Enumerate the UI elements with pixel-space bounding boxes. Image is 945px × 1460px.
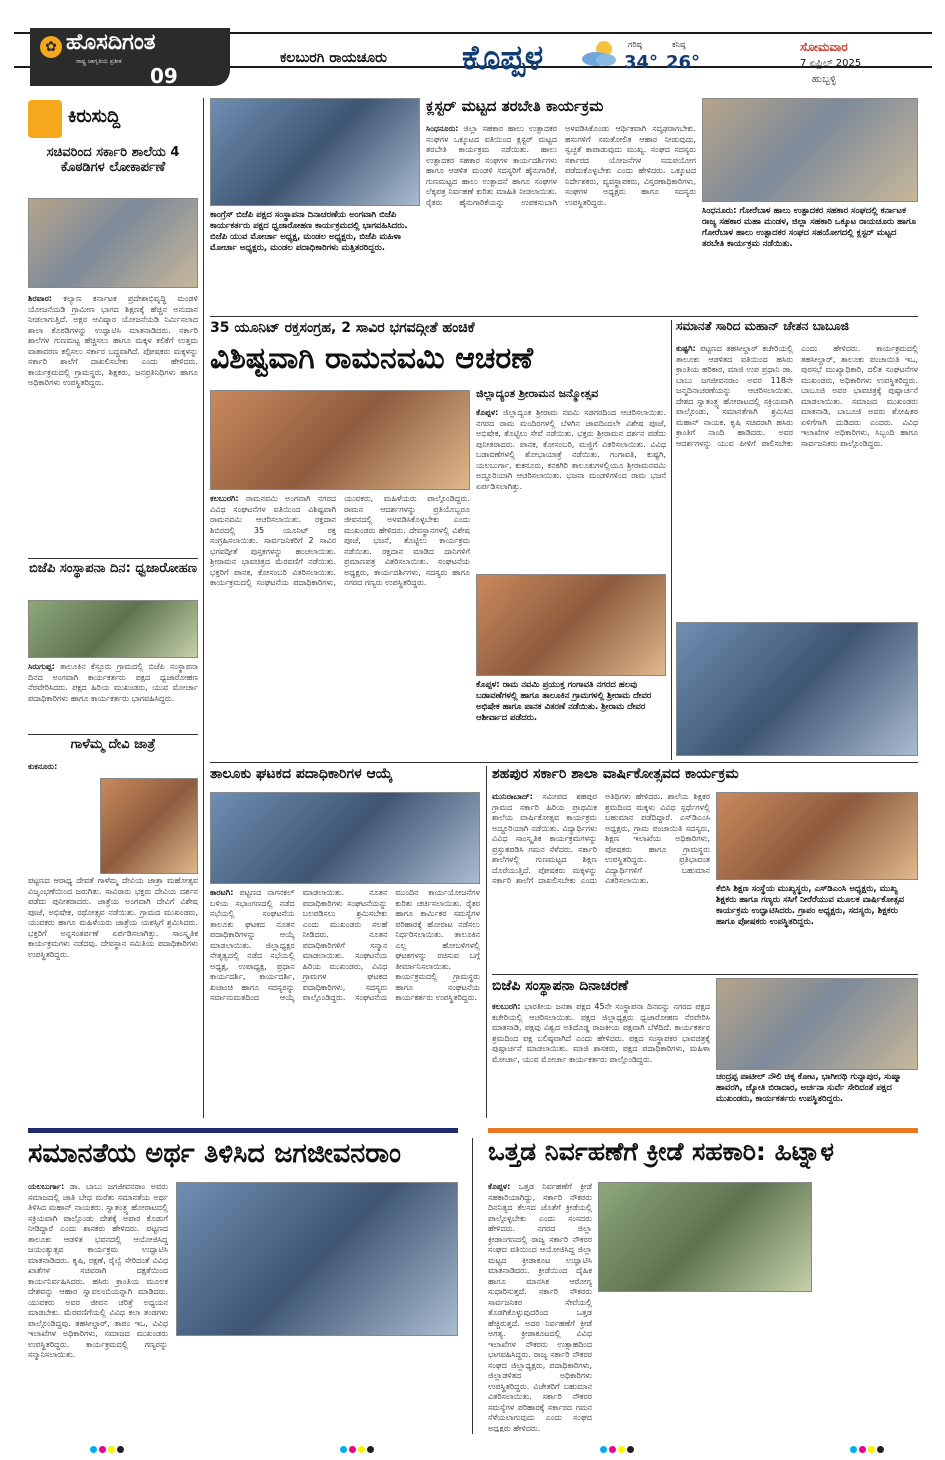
top-photo-1-caption: ಕಾಂಗ್ರೆಸ್ ಬಿಜೆಪಿ ಪಕ್ಷದ ಸಂಸ್ಥಾಪನಾ ದಿನಾಚರಣೆಯ ಅಂಗವಾಗಿ ಬಿಜೆಪಿ ಕಾರ್ಯಕರ್ತರು ಪಕ್ಷದ ಧ್ವಜಾರೋಹಣ ಕಾರ್ಯಕ್ರಮದಲ್ಲಿ ಭಾಗವಹಿಸಿದರು. ಬಿಜೆಪಿ ಯುವ ಮೋರ್ಚಾ ಅಧ್ಯಕ್ಷ, ಮಂಡಲ ಅಧ್ಯಕ್ಷರು, ಬಿಜೆಪಿ ಮಹಿಳಾ ಮೋರ್ಚಾ ಅಧ್ಯಕ್ಷರು, ಮಂಡಲ ಪದಾಧಿಕಾರಿಗಳು ಮತ್ತಿತರರಿದ್ದರು. <box>210 210 408 253</box>
bottom-right-headline: ಒತ್ತಡ ನಿರ್ವಹಣೆಗೆ ಕ್ರೀಡೆ ಸಹಕಾರಿ: ಹಿಟ್ನಾಳ <box>488 1138 834 1166</box>
taluk-body: ಪಟ್ಟಣದ ನಾಗನಕಲ್ ಬಳಿಯ ಸಭಾಂಗಣದಲ್ಲಿ ನಡೆದ ಸಭೆಯಲ್ಲಿ ಸಂಘಟನೆಯ ತಾಲೂಕು ಘಟಕದ ನೂತನ ಪದಾಧಿಕಾರಿಗಳನ್ನು ಆಯ್ಕೆ ಮಾಡಲಾಯಿತು. ಜಿಲ್ಲಾಧ್ಯಕ್ಷರ ನೇತೃತ್ವದಲ್ಲಿ ನಡೆದ ಸಭೆಯಲ್ಲಿ ಅಧ್ಯಕ್ಷ, ಉಪಾಧ್ಯಕ್ಷ, ಪ್ರಧಾನ ಕಾರ್ಯದರ್ಶಿ, ಕಾರ್ಯದರ್ಶಿ, ಖಜಾಂಚಿ ಹಾಗೂ ಸದಸ್ಯರನ್ನು ಸರ್ವಾನುಮತದಿಂದ ಆಯ್ಕೆ ಮಾಡಲಾಯಿತು. ನೂತನ ಪದಾಧಿಕಾರಿಗಳು ಸಂಘಟನೆಯನ್ನು ಬಲಪಡಿಸಲು ಶ್ರಮಿಸಬೇಕು ಎಂದು ಮುಖಂಡರು ಸಲಹೆ ನೀಡಿದರು. ನೂತನ ಪದಾಧಿಕಾರಿಗಳಿಗೆ ಸನ್ಮಾನ ಮಾಡಲಾಯಿತು. ಸಂಘಟನೆಯ ಹಿರಿಯ ಮುಖಂಡರು, ವಿವಿಧ ಗ್ರಾಮಗಳ ಘಟಕದ ಪದಾಧಿಕಾರಿಗಳು, ಸದಸ್ಯರು ಪಾಲ್ಗೊಂಡಿದ್ದರು. ಸಂಘಟನೆಯ ಮುಂದಿನ ಕಾರ್ಯಯೋಜನೆಗಳ ಕುರಿತು ಚರ್ಚಿಸಲಾಯಿತು. ರೈತರ ಹಾಗೂ ಕಾರ್ಮಿಕರ ಸಮಸ್ಯೆಗಳ ಪರಿಹಾರಕ್ಕೆ ಹೋರಾಟ ನಡೆಸಲು ನಿರ್ಧರಿಸಲಾಯಿತು. ತಾಲೂಕಿನ ಎಲ್ಲ ಹೋಬಳಿಗಳಲ್ಲಿ ಘಟಕಗಳನ್ನು ರಚಿಸುವ ಬಗ್ಗೆ ತೀರ್ಮಾನಿಸಲಾಯಿತು. ಕಾರ್ಯಕ್ರಮದಲ್ಲಿ ಗ್ರಾಮಸ್ಥರು ಹಾಗೂ ಸಂಘಟನೆಯ ಕಾರ್ಯಕರ್ತರು ಉಪಸ್ಥಿತರಿದ್ದರು. <box>210 888 480 1002</box>
bjp-photo <box>716 978 918 1070</box>
section-bar <box>28 1128 458 1133</box>
rama-sub-headline: ಜಿಲ್ಲಾದ್ಯಂತ ಶ್ರೀರಾಮನ ಜನ್ಮೋತ್ಸವ <box>476 388 599 400</box>
bottom-left-photo <box>176 1182 458 1336</box>
babuji-dateline: ಕುಷ್ಟಗಿ: <box>676 344 696 353</box>
left-story-2-photo <box>28 600 198 658</box>
partly-cloudy-icon <box>580 38 620 68</box>
cyan-dot <box>850 1446 857 1453</box>
temp-min: 26° <box>666 52 701 73</box>
top-photo-1 <box>210 98 420 206</box>
brand-name: ಹೊಸದಿಗಂತ <box>66 30 156 55</box>
yellow-dot <box>618 1446 625 1453</box>
rama-headline: ವಿಶಿಷ್ಟವಾಗಿ ರಾಮನವಮಿ ಆಚರಣೆ <box>210 342 534 376</box>
magenta-dot <box>349 1446 356 1453</box>
edition-regions: ಕಲಬುರಗಿ ರಾಯಚೂರು <box>280 50 387 66</box>
top-story-body: ಜಿಲ್ಲಾ ಸಹಕಾರ ಹಾಲು ಉತ್ಪಾದಕರ ಸಂಘಗಳ ಒಕ್ಕೂಟದ ವತಿಯಿಂದ ಕ್ಲಸ್ಟರ್ ಮಟ್ಟದ ತರಬೇತಿ ಕಾರ್ಯಕ್ರಮ ನಡೆಯಿತು. ಹಾಲು ಉತ್ಪಾದಕರ ಸಹಕಾರ ಸಂಘಗಳ ಕಾರ್ಯದರ್ಶಿಗಳು ಹಾಗೂ ಆಡಳಿತ ಮಂಡಳಿ ಸದಸ್ಯರಿಗೆ ಹೈನುಗಾರಿಕೆ, ಗುಣಮಟ್ಟದ ಹಾಲು ಉತ್ಪಾದನೆ ಹಾಗೂ ಸಂಘಗಳ ಲೆಕ್ಕಪತ್ರ ನಿರ್ವಹಣೆ ಕುರಿತು ಮಾಹಿತಿ ನೀಡಲಾಯಿತು. ರೈತರು ಹೈನುಗಾರಿಕೆಯನ್ನು ಉಪಕಸುಬಾಗಿ ಅಳವಡಿಸಿಕೊಂಡು ಆರ್ಥಿಕವಾಗಿ ಸದೃಢರಾಗಬೇಕು. ಹಸುಗಳಿಗೆ ಸಮತೋಲಿತ ಆಹಾರ ನೀಡುವುದು, ಸ್ವಚ್ಛತೆ ಕಾಪಾಡುವುದು ಮುಖ್ಯ. ಸಂಘದ ಸದಸ್ಯರು ಸರ್ಕಾರದ ಯೋಜನೆಗಳ ಸದುಪಯೋಗ ಪಡೆದುಕೊಳ್ಳಬೇಕು ಎಂದು ಹೇಳಿದರು. ಒಕ್ಕೂಟದ ನಿರ್ದೇಶಕರು, ವ್ಯವಸ್ಥಾಪಕರು, ವಿಸ್ತರಣಾಧಿಕಾರಿಗಳು, ಸಂಘಗಳ ಅಧ್ಯಕ್ಷರು ಹಾಗೂ ಸದಸ್ಯರು ಉಪಸ್ಥಿತರಿದ್ದರು. <box>426 124 696 207</box>
column-rule <box>472 1138 473 1434</box>
shahapur-body-block <box>492 792 710 970</box>
left-story-3-body-a <box>28 762 96 880</box>
rama-dateline: ಕಲಬುರಗಿ: <box>210 494 239 503</box>
bottom-left-body-cont <box>176 1342 458 1432</box>
rama-headline-block <box>210 342 665 384</box>
registration-dots <box>600 1438 636 1446</box>
bottom-left-body: ಡಾ. ಬಾಬು ಜಗಜೀವನರಾಂ ಅವರು ಸಮಾಜದಲ್ಲಿ ಜಾತಿ ಬೇಧ ಮರೆತು ಸಮಾನತೆಯ ಅರ್ಥ ತಿಳಿಸಿದ ಮಹಾನ್ ನಾಯಕರು. ಸ್ವಾತಂತ್ರ್ಯ ಹೋರಾಟದಲ್ಲಿ ಸಕ್ರಿಯವಾಗಿ ಪಾಲ್ಗೊಂಡು ದೇಶಕ್ಕೆ ಅಪಾರ ಕೊಡುಗೆ ನೀಡಿದ್ದಾರೆ ಎಂದು ಶಾಸಕರು ಹೇಳಿದರು. ಪಟ್ಟಣದ ತಾಲೂಕು ಆಡಳಿತ ಭವನದಲ್ಲಿ ಆಯೋಜಿಸಿದ್ದ ಜಯಂತ್ಯುತ್ಸವ ಕಾರ್ಯಕ್ರಮ ಉದ್ಘಾಟಿಸಿ ಮಾತನಾಡಿದರು. ಕೃಷಿ, ರಕ್ಷಣೆ, ರೈಲ್ವೆ ಸೇರಿದಂತೆ ವಿವಿಧ ಖಾತೆಗಳ ಸಚಿವರಾಗಿ ದಕ್ಷತೆಯಿಂದ ಕಾರ್ಯನಿರ್ವಹಿಸಿದರು. ಹಸಿರು ಕ್ರಾಂತಿಯ ಮೂಲಕ ದೇಶವನ್ನು ಆಹಾರ ಸ್ವಾವಲಂಬಿಯನ್ನಾಗಿ ಮಾಡಿದರು. ಯುವಕರು ಅವರ ಜೀವನ ಚರಿತ್ರೆ ಅಧ್ಯಯನ ಮಾಡಬೇಕು. ಮೆರವಣಿಗೆಯಲ್ಲಿ ವಿವಿಧ ಕಲಾ ತಂಡಗಳು ಪಾಲ್ಗೊಂಡಿದ್ದವು. ತಹಸೀಲ್ದಾರ್, ತಾಪಂ ಇಒ, ವಿವಿಧ ಇಲಾಖೆಗಳ ಅಧಿಕಾರಿಗಳು, ಸಮಾಜದ ಮುಖಂಡರು ಉಪಸ್ಥಿತರಿದ್ದರು. ಕಾರ್ಯಕ್ರಮದಲ್ಲಿ ಗಣ್ಯರನ್ನು ಸನ್ಮಾನಿಸಲಾಯಿತು. <box>28 1182 168 1359</box>
issue-place: ಹುಬ್ಬಳ್ಳಿ <box>812 74 837 85</box>
left-story-2-body-block <box>28 662 198 730</box>
left-story-1-photo <box>28 198 198 288</box>
top-story-headline-block <box>426 98 696 120</box>
left-story-1-body: ಕಲ್ಯಾಣ ಕರ್ನಾಟಕ ಪ್ರದೇಶಾಭಿವೃದ್ಧಿ ಮಂಡಳಿ ಯೋಜನೆಯಡಿ ಗ್ರಾಮೀಣ ಭಾಗದ ಶಿಕ್ಷಣಕ್ಕೆ ಹೆಚ್ಚಿನ ಅನುದಾನ ನೀಡಲಾಗುತ್ತಿದೆ. ಅಕ್ಷರ ಆವಿಷ್ಕಾರ ಯೋಜನೆಯಡಿ ನಿರ್ಮಿಸಲಾದ ಶಾಲಾ ಕೊಠಡಿಗಳನ್ನು ಉದ್ಘಾಟಿಸಿ ಮಾತನಾಡಿದರು. ಸರ್ಕಾರಿ ಶಾಲೆಗಳ ಗುಣಮಟ್ಟ ಹೆಚ್ಚಿಸಲು ಹಾಗೂ ಮಕ್ಕಳ ಕಲಿಕೆಗೆ ಉತ್ತಮ ವಾತಾವರಣ ಕಲ್ಪಿಸಲು ಸರ್ಕಾರ ಬದ್ಧವಾಗಿದೆ. ಪೋಷಕರು ಮಕ್ಕಳನ್ನು ಸರ್ಕಾರಿ ಶಾಲೆಗೆ ದಾಖಲಿಸಬೇಕು ಎಂದು ಹೇಳಿದರು. ಕಾರ್ಯಕ್ರಮದಲ್ಲಿ ಗ್ರಾಮಸ್ಥರು, ಶಿಕ್ಷಕರು, ಜನಪ್ರತಿನಿಧಿಗಳು ಹಾಗೂ ಅಧಿಕಾರಿಗಳು ಉಪಸ್ಥಿತರಿದ್ದರು. <box>28 294 198 387</box>
rama-sub-body-block <box>476 408 666 570</box>
rama-photo-caption: ಕೊಪ್ಪಳ: ರಾಮ ನವಮಿ ಪ್ರಯುಕ್ತ ಗಂಗಾವತಿ ನಗರದ ಹಲವು ಬಡಾವಣೆಗಳಲ್ಲಿ ಹಾಗೂ ತಾಲೂಕಿನ ಗ್ರಾಮಗಳಲ್ಲಿ ಶ್ರೀರಾಮ ದೇವರ ಅಭಿಷೇಕ ಹಾಗೂ ಪಾನಕ ವಿತರಣೆ ನಡೆಯಿತು. ಶ್ರೀರಾಮ ದೇವರ ಆಶೀರ್ವಾದ ಪಡೆದರು. <box>476 680 652 723</box>
temp-min-label: ಕನಿಷ್ಠ <box>672 40 686 49</box>
left-story-1-headline: ಸಚಿವರಿಂದ ಸರ್ಕಾರಿ ಶಾಲೆಯ 4 ಕೊಠಡಿಗಳ ಲೋಕಾರ್ಪಣೆ <box>46 146 180 175</box>
shahapur-headline-block <box>492 766 918 788</box>
top-story-headline: ಕ್ಲಸ್ಟರ್ ಮಟ್ಟದ ತರಬೇತಿ ಕಾರ್ಯಕ್ರಮ <box>426 98 604 115</box>
taluk-headline: ತಾಲೂಕು ಘಟಕದ ಪದಾಧಿಕಾರಿಗಳ ಆಯ್ಕೆ <box>210 766 393 782</box>
issue-day: ಸೋಮವಾರ <box>800 40 848 54</box>
left-story-3-photo <box>100 778 198 874</box>
bjp-body-block <box>492 1002 710 1120</box>
shahapur-body: ಸಮೀಪದ ಶಹಪುರ ಗ್ರಾಮದ ಸರ್ಕಾರಿ ಹಿರಿಯ ಪ್ರಾಥಮಿಕ ಶಾಲೆಯ ವಾರ್ಷಿಕೋತ್ಸವ ಕಾರ್ಯಕ್ರಮ ಅದ್ದೂರಿಯಾಗಿ ನಡೆಯಿತು. ವಿದ್ಯಾರ್ಥಿಗಳು ವಿವಿಧ ಸಾಂಸ್ಕೃತಿಕ ಕಾರ್ಯಕ್ರಮಗಳನ್ನು ಪ್ರಸ್ತುತಪಡಿಸಿ ಗಮನ ಸೆಳೆದರು. ಸರ್ಕಾರಿ ಶಾಲೆಗಳಲ್ಲಿ ಗುಣಮಟ್ಟದ ಶಿಕ್ಷಣ ದೊರೆಯುತ್ತಿದೆ. ಪೋಷಕರು ಮಕ್ಕಳನ್ನು ಸರ್ಕಾರಿ ಶಾಲೆಗೆ ದಾಖಲಿಸಬೇಕು ಎಂದು ಅತಿಥಿಗಳು ಹೇಳಿದರು. ಶಾಲೆಯ ಶಿಕ್ಷಕರ ಶ್ರಮದಿಂದ ಮಕ್ಕಳು ವಿವಿಧ ಸ್ಪರ್ಧೆಗಳಲ್ಲಿ ಬಹುಮಾನ ಪಡೆದಿದ್ದಾರೆ. ಎಸ್‌ಡಿಎಂಸಿ ಅಧ್ಯಕ್ಷರು, ಗ್ರಾಮ ಪಂಚಾಯಿತಿ ಸದಸ್ಯರು, ಶಿಕ್ಷಣ ಇಲಾಖೆಯ ಅಧಿಕಾರಿಗಳು, ಪೋಷಕರು ಹಾಗೂ ಗ್ರಾಮಸ್ಥರು ಉಪಸ್ಥಿತರಿದ್ದರು. ಪ್ರತಿಭಾವಂತ ವಿದ್ಯಾರ್ಥಿಗಳಿಗೆ ಬಹುಮಾನ ವಿತರಿಸಲಾಯಿತು. <box>492 792 710 885</box>
bottom-right-body: ಒತ್ತಡ ನಿರ್ವಹಣೆಗೆ ಕ್ರೀಡೆ ಸಹಕಾರಿಯಾಗಿದ್ದು, ಸರ್ಕಾರಿ ನೌಕರರು ದಿನನಿತ್ಯದ ಕೆಲಸದ ಜೊತೆಗೆ ಕ್ರೀಡೆಯಲ್ಲಿ ಪಾಲ್ಗೊಳ್ಳಬೇಕು ಎಂದು ಸಂಸದರು ಹೇಳಿದರು. ನಗರದ ಜಿಲ್ಲಾ ಕ್ರೀಡಾಂಗಣದಲ್ಲಿ ರಾಜ್ಯ ಸರ್ಕಾರಿ ನೌಕರರ ಸಂಘದ ವತಿಯಿಂದ ಆಯೋಜಿಸಿದ್ದ ಜಿಲ್ಲಾ ಮಟ್ಟದ ಕ್ರೀಡಾಕೂಟ ಉದ್ಘಾಟಿಸಿ ಮಾತನಾಡಿದರು. ಕ್ರೀಡೆಯಿಂದ ದೈಹಿಕ ಹಾಗೂ ಮಾನಸಿಕ ಆರೋಗ್ಯ ಸುಧಾರಿಸುತ್ತದೆ. ಸರ್ಕಾರಿ ನೌಕರರು ಸಾರ್ವಜನಿಕರ ಸೇವೆಯಲ್ಲಿ ತೊಡಗಿಕೊಳ್ಳುವುದರಿಂದ ಒತ್ತಡ ಹೆಚ್ಚಿರುತ್ತದೆ. ಅದರ ನಿರ್ವಹಣೆಗೆ ಕ್ರೀಡೆ ಅಗತ್ಯ. ಕ್ರೀಡಾಕೂಟದಲ್ಲಿ ವಿವಿಧ ಇಲಾಖೆಗಳ ನೌಕರರು ಉತ್ಸಾಹದಿಂದ ಭಾಗವಹಿಸಿದ್ದರು. ರಾಜ್ಯ ಸರ್ಕಾರಿ ನೌಕರರ ಸಂಘದ ಜಿಲ್ಲಾಧ್ಯಕ್ಷರು, ಪದಾಧಿಕಾರಿಗಳು, ಜಿಲ್ಲಾಡಳಿತದ ಅಧಿಕಾರಿಗಳು ಉಪಸ್ಥಿತರಿದ್ದರು. ವಿಜೇತರಿಗೆ ಬಹುಮಾನ ವಿತರಿಸಲಾಯಿತು. ಸರ್ಕಾರಿ ನೌಕರರ ಸಮಸ್ಯೆಗಳ ಪರಿಹಾರಕ್ಕೆ ಸರ್ಕಾರದ ಗಮನ ಸೆಳೆಯಲಾಗುವುದು ಎಂದು ಸಂಘದ ಅಧ್ಯಕ್ಷರು ಹೇಳಿದರು. <box>488 1182 592 1432</box>
shahapur-headline: ಶಹಪುರ ಸರ್ಕಾರಿ ಶಾಲಾ ವಾರ್ಷಿಕೋತ್ಸವದ ಕಾರ್ಯಕ್ರಮ <box>492 766 739 782</box>
column-rule <box>671 320 672 760</box>
taluk-dateline: ಕಾರಟಗಿ: <box>210 888 234 897</box>
brand-tagline: ರಾಷ್ಟ್ರ ಜಾಗೃತಿಯ ಪ್ರತೀಕ <box>76 58 122 65</box>
magenta-dot <box>99 1446 106 1453</box>
bjp-headline-block <box>492 978 710 1000</box>
cyan-dot <box>600 1446 607 1453</box>
left-story-3 <box>28 738 198 760</box>
taluk-headline-block <box>210 766 480 788</box>
edition-city: ಕೊಪ್ಪಳ <box>462 38 544 78</box>
black-dot <box>877 1446 884 1453</box>
bottom-right-headline-block <box>488 1138 918 1178</box>
yellow-dot <box>868 1446 875 1453</box>
bjp-body: ಭಾರತೀಯ ಜನತಾ ಪಕ್ಷದ 45ನೇ ಸಂಸ್ಥಾಪನಾ ದಿನವನ್ನು ನಗರದ ಪಕ್ಷದ ಕಚೇರಿಯಲ್ಲಿ ಆಚರಿಸಲಾಯಿತು. ಪಕ್ಷದ ಜಿಲ್ಲಾಧ್ಯಕ್ಷರು ಧ್ವಜಾರೋಹಣ ನೆರವೇರಿಸಿ ಮಾತನಾಡಿ, ಪಕ್ಷವು ವಿಶ್ವದ ಅತಿದೊಡ್ಡ ರಾಜಕೀಯ ಪಕ್ಷವಾಗಿ ಬೆಳೆದಿದೆ. ಕಾರ್ಯಕರ್ತರ ಶ್ರಮದಿಂದ ಪಕ್ಷ ಬಲಿಷ್ಠವಾಗಿದೆ ಎಂದು ಹೇಳಿದರು. ಪಕ್ಷದ ಸಂಸ್ಥಾಪಕರ ಭಾವಚಿತ್ರಕ್ಕೆ ಪುಷ್ಪಾರ್ಚನೆ ಮಾಡಲಾಯಿತು. ಮಾಜಿ ಶಾಸಕರು, ಪಕ್ಷದ ಪದಾಧಿಕಾರಿಗಳು, ಮಹಿಳಾ ಮೋರ್ಚಾ, ಯುವ ಮೋರ್ಚಾ ಕಾರ್ಯಕರ್ತರು ಪಾಲ್ಗೊಂಡಿದ್ದರು. <box>492 1002 710 1064</box>
temp-max: 34° <box>624 52 659 73</box>
issue-date: 7 ಏಪ್ರಿಲ್ 2025 <box>800 58 862 69</box>
rama-sub-headline-block <box>476 388 666 406</box>
rama-photo-main <box>210 390 470 490</box>
babuji-body-block <box>676 344 918 618</box>
left-story-3-body: ಪಟ್ಟಣದ ಆರಾಧ್ಯ ದೇವತೆ ಗಾಳೆಮ್ಮ ದೇವಿಯ ಜಾತ್ರಾ ಮಹೋತ್ಸವ ವಿಜೃಂಭಣೆಯಿಂದ ಜರುಗಿತು. ಸಾವಿರಾರು ಭಕ್ತರು ದೇವಿಯ ದರ್ಶನ ಪಡೆದು ಪುನೀತರಾದರು. ಜಾತ್ರೆಯ ಅಂಗವಾಗಿ ದೇವಿಗೆ ವಿಶೇಷ ಪೂಜೆ, ಅಭಿಷೇಕ, ರಥೋತ್ಸವ ನಡೆಯಿತು. ಗ್ರಾಮದ ಮುಖಂಡರು, ಯುವಕರು ಹಾಗೂ ಮಹಿಳೆಯರು ಜಾತ್ರೆಯ ಯಶಸ್ಸಿಗೆ ಶ್ರಮಿಸಿದರು. ಭಕ್ತರಿಗೆ ಅನ್ನಸಂತರ್ಪಣೆ ಏರ್ಪಡಿಸಲಾಗಿತ್ತು. ಸಾಂಸ್ಕೃತಿಕ ಕಾರ್ಯಕ್ರಮಗಳು ನಡೆದವು. ದೇವಸ್ಥಾನ ಸಮಿತಿಯ ಪದಾಧಿಕಾರಿಗಳು ಉಪಸ್ಥಿತರಿದ್ದರು. <box>28 876 198 959</box>
divider <box>28 734 198 735</box>
left-story-2-headline: ಬಿಜೆಪಿ ಸಂಸ್ಥಾಪನಾ ದಿನ: ಧ್ವಜಾರೋಹಣ <box>28 562 198 576</box>
rama-sub-body: ಜಿಲ್ಲಾದ್ಯಂತ ಶ್ರೀರಾಮ ನವಮಿ ಸಡಗರದಿಂದ ಆಚರಿಸಲಾಯಿತು. ನಗರದ ರಾಮ ಮಂದಿರಗಳಲ್ಲಿ ಬೆಳಗಿನ ಜಾವದಿಂದಲೇ ವಿಶೇಷ ಪೂಜೆ, ಅಭಿಷೇಕ, ತೊಟ್ಟಿಲು ಸೇವೆ ನಡೆಯಿತು. ಭಕ್ತರು ಶ್ರೀರಾಮನ ದರ್ಶನ ಪಡೆದು ಪುನೀತರಾದರು. ಪಾನಕ, ಕೋಸಂಬರಿ, ಮಜ್ಜಿಗೆ ವಿತರಿಸಲಾಯಿತು. ವಿವಿಧ ಬಡಾವಣೆಗಳಲ್ಲಿ ಶೋಭಾಯಾತ್ರೆ ನಡೆಯಿತು. ಗಂಗಾವತಿ, ಕುಷ್ಟಗಿ, ಯಲಬುರ್ಗಾ, ಕುಕನೂರು, ಕನಕಗಿರಿ ತಾಲೂಕುಗಳಲ್ಲಿಯೂ ಶ್ರೀರಾಮನವಮಿ ಅದ್ದೂರಿಯಾಗಿ ಆಚರಿಸಲಾಯಿತು. ಭಜನಾ ಮಂಡಳಿಗಳಿಂದ ರಾಮ ಭಜನೆ ಏರ್ಪಡಿಸಲಾಗಿತ್ತು. <box>476 408 666 491</box>
brand-logo-icon: ✿ <box>40 36 62 58</box>
kirusuddi-section-title: ಕಿರುಸುದ್ದಿ <box>68 106 121 127</box>
rama-body: ರಾಮನವಮಿ ಅಂಗವಾಗಿ ನಗರದ ವಿವಿಧ ಸಂಘಟನೆಗಳ ವತಿಯಿಂದ ವಿಶಿಷ್ಟವಾಗಿ ರಾಮನವಮಿ ಆಚರಿಸಲಾಯಿತು. ರಕ್ತದಾನ ಶಿಬಿರದಲ್ಲಿ 35 ಯೂನಿಟ್ ರಕ್ತ ಸಂಗ್ರಹಿಸಲಾಯಿತು. ಸಾರ್ವಜನಿಕರಿಗೆ 2 ಸಾವಿರ ಭಗವದ್ಗೀತೆ ಪುಸ್ತಕಗಳನ್ನು ಹಂಚಲಾಯಿತು. ಶ್ರೀರಾಮನ ಭಾವಚಿತ್ರದ ಮೆರವಣಿಗೆ ನಡೆಯಿತು. ಭಕ್ತರಿಗೆ ಪಾನಕ, ಕೋಸಂಬರಿ ವಿತರಿಸಲಾಯಿತು. ಕಾರ್ಯಕ್ರಮದಲ್ಲಿ ಸಂಘಟನೆಯ ಪದಾಧಿಕಾರಿಗಳು, ಯುವಕರು, ಮಹಿಳೆಯರು ಪಾಲ್ಗೊಂಡಿದ್ದರು. ರಾಮನ ಆದರ್ಶಗಳನ್ನು ಪ್ರತಿಯೊಬ್ಬರೂ ಜೀವನದಲ್ಲಿ ಅಳವಡಿಸಿಕೊಳ್ಳಬೇಕು ಎಂದು ಮುಖಂಡರು ಹೇಳಿದರು. ದೇವಸ್ಥಾನಗಳಲ್ಲಿ ವಿಶೇಷ ಪೂಜೆ, ಭಜನೆ, ತೊಟ್ಟಿಲು ಕಾರ್ಯಕ್ರಮ ನಡೆಯಿತು. ರಕ್ತದಾನ ಮಾಡಿದ ದಾನಿಗಳಿಗೆ ಪ್ರಮಾಣಪತ್ರ ವಿತರಿಸಲಾಯಿತು. ಸಂಘಟನೆಯ ಅಧ್ಯಕ್ಷರು, ಕಾರ್ಯದರ್ಶಿಗಳು, ಸದಸ್ಯರು ಹಾಗೂ ನಗರದ ಗಣ್ಯರು ಉಪಸ್ಥಿತರಿದ್ದರು. <box>210 494 470 587</box>
taluk-photo <box>210 792 480 884</box>
bottom-right-body-cont <box>598 1296 812 1432</box>
babuji-headline: ಸಮಾನತೆ ಸಾರಿದ ಮಹಾನ್ ಚೇತನ ಬಾಬೂಜಿ <box>676 320 849 333</box>
bjp-dateline: ಕಲಬುರಗಿ: <box>492 1002 521 1011</box>
left-story-1-body-block <box>28 294 198 554</box>
rama-kicker: 35 ಯೂನಿಟ್ ರಕ್ತಸಂಗ್ರಹ, 2 ಸಾವಿರ ಭಗವದ್ಗೀತೆ ಹಂಚಿಕೆ <box>210 320 475 336</box>
left-story-2-dateline: ಸಿರುಗುಪ್ಪ: <box>28 662 55 671</box>
registration-dots <box>340 1438 376 1446</box>
babuji-photo <box>676 622 918 756</box>
cyan-dot <box>340 1446 347 1453</box>
magenta-dot <box>859 1446 866 1453</box>
divider <box>492 974 918 975</box>
bottom-right-photo <box>598 1182 812 1292</box>
column-rule <box>486 766 487 1118</box>
bjp-headline: ಬಿಜೆಪಿ ಸಂಸ್ಥಾಪನಾ ದಿನಾಚರಣೆ <box>492 978 629 994</box>
rama-kicker-block <box>210 320 665 342</box>
black-dot <box>627 1446 634 1453</box>
registration-dots <box>850 1438 886 1446</box>
left-story-3-headline: ಗಾಳೆಮ್ಮ ದೇವಿ ಜಾತ್ರೆ <box>70 738 156 752</box>
rama-sub-dateline: ಕೊಪ್ಪಳ: <box>476 408 499 417</box>
left-story-2-body: ತಾಲೂಕಿನ ಕೆಸ್ತೂರು ಗ್ರಾಮದಲ್ಲಿ ಬಿಜೆಪಿ ಸಂಸ್ಥಾಪನಾ ದಿನದ ಅಂಗವಾಗಿ ಕಾರ್ಯಕರ್ತರು ಪಕ್ಷದ ಧ್ವಜಾರೋಹಣ ನೆರವೇರಿಸಿದರು. ಪಕ್ಷದ ಹಿರಿಯ ಮುಖಂಡರು, ಯುವ ಮೋರ್ಚಾ ಪದಾಧಿಕಾರಿಗಳು ಹಾಗೂ ಕಾರ್ಯಕರ್ತರು ಭಾಗವಹಿಸಿದ್ದರು. <box>28 662 198 703</box>
bottom-right-dateline: ಕೊಪ್ಪಳ: <box>488 1182 511 1191</box>
left-story-3-body-block <box>28 876 198 1116</box>
bottom-right-body-col3 <box>818 1182 918 1432</box>
left-story-3-dateline: ಕುಕನೂರು: <box>28 762 58 771</box>
bottom-left-dateline: ಯಲಬುರ್ಗಾ: <box>28 1182 65 1191</box>
bottom-left-headline-block <box>28 1138 458 1178</box>
black-dot <box>367 1446 374 1453</box>
masthead <box>0 0 945 96</box>
magenta-dot <box>609 1446 616 1453</box>
top-photo-2-caption: ಸಿಂಧನೂರು: ಗೋರೆಬಾಳ ಹಾಲು ಉತ್ಪಾದಕರ ಸಹಕಾರ ಸಂಘದಲ್ಲಿ ಕರ್ನಾಟಕ ರಾಜ್ಯ ಸಹಕಾರ ಮಹಾ ಮಂಡಳ, ಜಿಲ್ಲಾ ಸಹಕಾರಿ ಒಕ್ಕೂಟ ರಾಯಚೂರು ಹಾಗೂ ಗೋರೆಬಾಳ ಹಾಲು ಉತ್ಪಾದಕರ ಸಂಘದ ಸಹಯೋಗದಲ್ಲಿ ಕ್ಲಸ್ಟರ್ ಮಟ್ಟದ ತರಬೇತಿ ಕಾರ್ಯಕ್ರಮ ನಡೆಯಿತು. <box>702 206 917 249</box>
yellow-dot <box>358 1446 365 1453</box>
temp-max-label: ಗರಿಷ್ಠ <box>628 40 642 49</box>
divider <box>28 558 198 559</box>
yellow-dot <box>108 1446 115 1453</box>
divider <box>210 762 918 763</box>
bottom-left-body-block <box>28 1182 168 1432</box>
taluk-body-block <box>210 888 480 1120</box>
shahapur-photo <box>716 792 918 880</box>
page-number: 09 <box>150 64 178 88</box>
bottom-left-headline: ಸಮಾನತೆಯ ಅರ್ಥ ತಿಳಿಸಿದ ಜಗಜೀವನರಾಂ <box>28 1138 402 1169</box>
shahapur-photo-caption: ಕೆಬಿಸಿ ಶಿಕ್ಷಣ ಸಂಸ್ಥೆಯ ಮುಖ್ಯಸ್ಥರು, ಎಸ್‌ಡಿಎಂಸಿ ಅಧ್ಯಕ್ಷರು, ಮುಖ್ಯ ಶಿಕ್ಷಕರು ಹಾಗೂ ಗಣ್ಯರು ಸಸಿಗೆ ನೀರೆರೆಯುವ ಮೂಲಕ ವಾರ್ಷಿಕೋತ್ಸವ ಕಾರ್ಯಕ್ರಮ ಉದ್ಘಾಟಿಸಿದರು. ಗ್ರಾಪಂ ಅಧ್ಯಕ್ಷರು, ಸದಸ್ಯರು, ಶಿಕ್ಷಕರು ಹಾಗೂ ಪೋಷಕರು ಉಪಸ್ಥಿತರಿದ್ದರು. <box>716 884 905 927</box>
top-story-dateline: ಸಿಂಧನೂರು: <box>426 124 459 133</box>
babuji-body: ಪಟ್ಟಣದ ತಹಸೀಲ್ದಾರ್ ಕಚೇರಿಯಲ್ಲಿ ತಾಲೂಕು ಆಡಳಿತದ ವತಿಯಿಂದ ಹಸಿರು ಕ್ರಾಂತಿಯ ಹರಿಕಾರ, ಮಾಜಿ ಉಪ ಪ್ರಧಾನಿ ಡಾ. ಬಾಬು ಜಗಜೀವನರಾಂ ಅವರ 118ನೇ ಜನ್ಮದಿನಾಚರಣೆಯನ್ನು ಆಚರಿಸಲಾಯಿತು. ದೇಶದ ಸ್ವಾತಂತ್ರ್ಯ ಹೋರಾಟದಲ್ಲಿ ಸಕ್ರಿಯವಾಗಿ ಪಾಲ್ಗೊಂಡು, ಸಮಾನತೆಗಾಗಿ ಶ್ರಮಿಸಿದ ಮಹಾನ್ ನಾಯಕ. ಕೃಷಿ ಸಚಿವರಾಗಿ ಹಸಿರು ಕ್ರಾಂತಿಗೆ ನಾಂದಿ ಹಾಡಿದರು. ಅವರ ಆದರ್ಶಗಳನ್ನು ಯುವ ಪೀಳಿಗೆ ಪಾಲಿಸಬೇಕು ಎಂದು ಹೇಳಿದರು. ಕಾರ್ಯಕ್ರಮದಲ್ಲಿ ತಹಸೀಲ್ದಾರ್, ತಾಲೂಕು ಪಂಚಾಯಿತಿ ಇಒ, ಪುರಸಭೆ ಮುಖ್ಯಾಧಿಕಾರಿ, ದಲಿತ ಸಂಘಟನೆಗಳ ಮುಖಂಡರು, ಅಧಿಕಾರಿಗಳು ಉಪಸ್ಥಿತರಿದ್ದರು. ಬಾಬೂಜಿ ಅವರ ಭಾವಚಿತ್ರಕ್ಕೆ ಪುಷ್ಪಾರ್ಚನೆ ಮಾಡಲಾಯಿತು. ಸಮಾಜದ ಮುಖಂಡರು ಮಾತನಾಡಿ, ಬಾಬೂಜಿ ಅವರು ಶೋಷಿತರ ಏಳಿಗೆಗಾಗಿ ದುಡಿದರು ಎಂದರು. ವಿವಿಧ ಇಲಾಖೆಗಳ ಅಧಿಕಾರಿಗಳು, ಸಿಬ್ಬಂದಿ ಹಾಗೂ ಸಾರ್ವಜನಿಕರು ಪಾಲ್ಗೊಂಡಿದ್ದರು. <box>676 344 918 448</box>
cyan-dot <box>90 1446 97 1453</box>
left-story-1-dateline: ಶಿರವಾರ: <box>28 294 53 303</box>
shahapur-dateline: ಮುನಿರಾಬಾದ್: <box>492 792 533 801</box>
left-story-2 <box>28 562 198 602</box>
kirusuddi-section-icon <box>28 100 62 138</box>
column-rule <box>203 98 204 1118</box>
registration-dots <box>90 1438 126 1446</box>
bottom-right-body-block <box>488 1182 592 1432</box>
top-story-body-block <box>426 124 696 314</box>
bjp-photo-caption: ಚಂದ್ರಪ್ಪ ಪಾಟೀಲ್ ನೌಲಿ ಚಿಕ್ಕ ಕೋಟ, ಭಾಗೀರಥಿ ಗುನ್ನಾಪುರ, ಸುಷ್ಮಾ ಹಾವರಗಿ, ಜ್ಯೋತಿ ಬಿರಾದಾರ, ಅರ್ಚನಾ ಸುರ್ವೆ ಸೇರಿದಂತೆ ಪಕ್ಷದ ಮುಖಂಡರು, ಕಾರ್ಯಕರ್ತರು ಉಪಸ್ಥಿತರಿದ್ದರು. <box>716 1072 902 1104</box>
section-bar <box>488 1128 918 1133</box>
divider <box>210 316 918 317</box>
rama-photo-2 <box>476 574 666 676</box>
babuji-headline-block <box>676 320 918 340</box>
black-dot <box>117 1446 124 1453</box>
top-photo-2 <box>702 98 918 202</box>
